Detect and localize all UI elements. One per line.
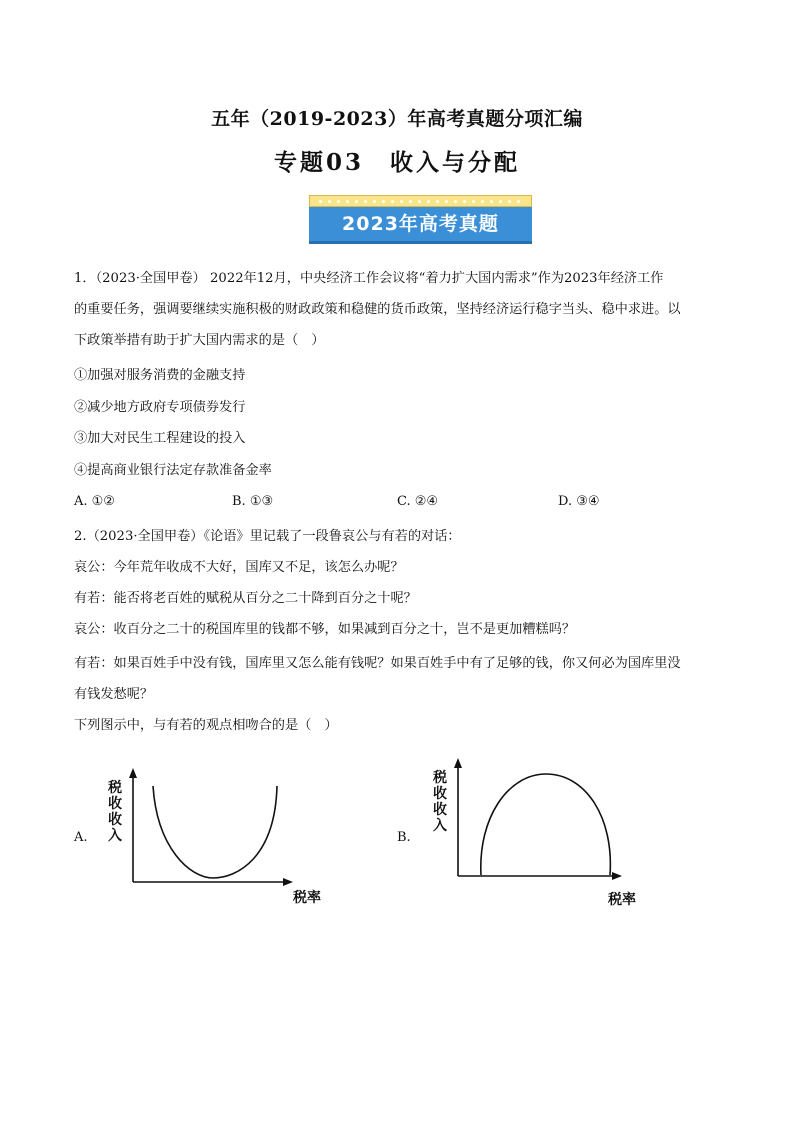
graph-b-x-arrow	[612, 872, 622, 880]
q2-prompt: 下列图示中，与有若的观点相吻合的是（ ）	[74, 718, 338, 733]
graph-a-curve	[153, 786, 277, 878]
graph-a-ylabel-char: 入	[108, 828, 122, 844]
graph-b-y-axis-label	[433, 770, 449, 834]
year-banner	[309, 195, 532, 246]
q1-item-2: ②减少地方政府专项债券发行	[74, 400, 246, 415]
graph-a-y-axis-label	[108, 780, 124, 844]
graph-b-plot	[448, 758, 624, 882]
q1-item-4: ④提高商业银行法定存款准备金率	[74, 463, 272, 478]
q1-option-d: D. ③④	[558, 494, 600, 509]
q1-option-a: A. ①②	[74, 494, 115, 509]
graph-a-x-axis-label: 税率	[293, 890, 321, 906]
graph-a-plot	[125, 768, 295, 888]
q1-item-3: ③加大对民生工程建设的投入	[74, 431, 246, 446]
q2-dialogue-1: 哀公：今年荒年收成不大好，国库又不足，该怎么办呢？	[74, 560, 404, 575]
q1-option-c: C. ②④	[397, 494, 439, 509]
graph-a-option-label: A.	[74, 830, 88, 845]
q1-item-1: ①加强对服务消费的金融支持	[74, 368, 246, 383]
q2-dialogue-3: 哀公：收百分之二十的税国库里的钱都不够，如果减到百分之十，岂不是更加糟糕吗？	[74, 622, 576, 637]
q2-dialogue-4: 有若：如果百姓手中没有钱，国库里又怎么能有钱呢？如果百姓手中有了足够的钱，你又何必为国库里没	[74, 656, 681, 671]
graph-b-x-axis-label: 税率	[608, 892, 636, 908]
graph-b-ylabel-char: 入	[433, 818, 447, 834]
q2-dialogue-2: 有若：能否将老百姓的赋税从百分之二十降到百分之十呢？	[74, 591, 417, 606]
graph-b-ylabel-char: 税	[433, 770, 447, 786]
graph-b-curve	[481, 774, 611, 875]
q1-line-1: 1．（2023·全国甲卷） 2022年12月，中央经济工作会议将“着力扩大国内需求”作为2023年经济工作	[74, 271, 664, 286]
graph-b-ylabel-char: 收	[433, 802, 447, 818]
q2-dialogue-5: 有钱发愁呢？	[74, 687, 154, 702]
banner-dots	[316, 199, 525, 204]
q2-line-1: 2.（2023·全国甲卷）《论语》里记载了一段鲁哀公与有若的对话：	[74, 529, 461, 544]
graph-a-ylabel-char: 收	[108, 812, 122, 828]
graph-a-ylabel-char: 税	[108, 780, 122, 796]
graph-a-x-arrow	[283, 878, 293, 886]
document-subtitle: 专题03 收入与分配	[273, 149, 520, 176]
banner-label: 2023年高考真题	[309, 207, 532, 244]
document-title: 五年（2019-2023）年高考真题分项汇编	[211, 108, 583, 130]
q1-option-b: B. ①③	[232, 494, 274, 509]
banner-top-strip	[309, 195, 532, 207]
graph-a-ylabel-char: 收	[108, 796, 122, 812]
q1-line-3: 下政策举措有助于扩大国内需求的是（ ）	[74, 333, 325, 348]
q1-line-2: 的重要任务，强调要继续实施积极的财政政策和稳健的货币政策，坚持经济运行稳字当头、稳中求进。以	[74, 302, 681, 317]
graph-b-option-label: B.	[397, 830, 411, 845]
graph-b-ylabel-char: 收	[433, 786, 447, 802]
